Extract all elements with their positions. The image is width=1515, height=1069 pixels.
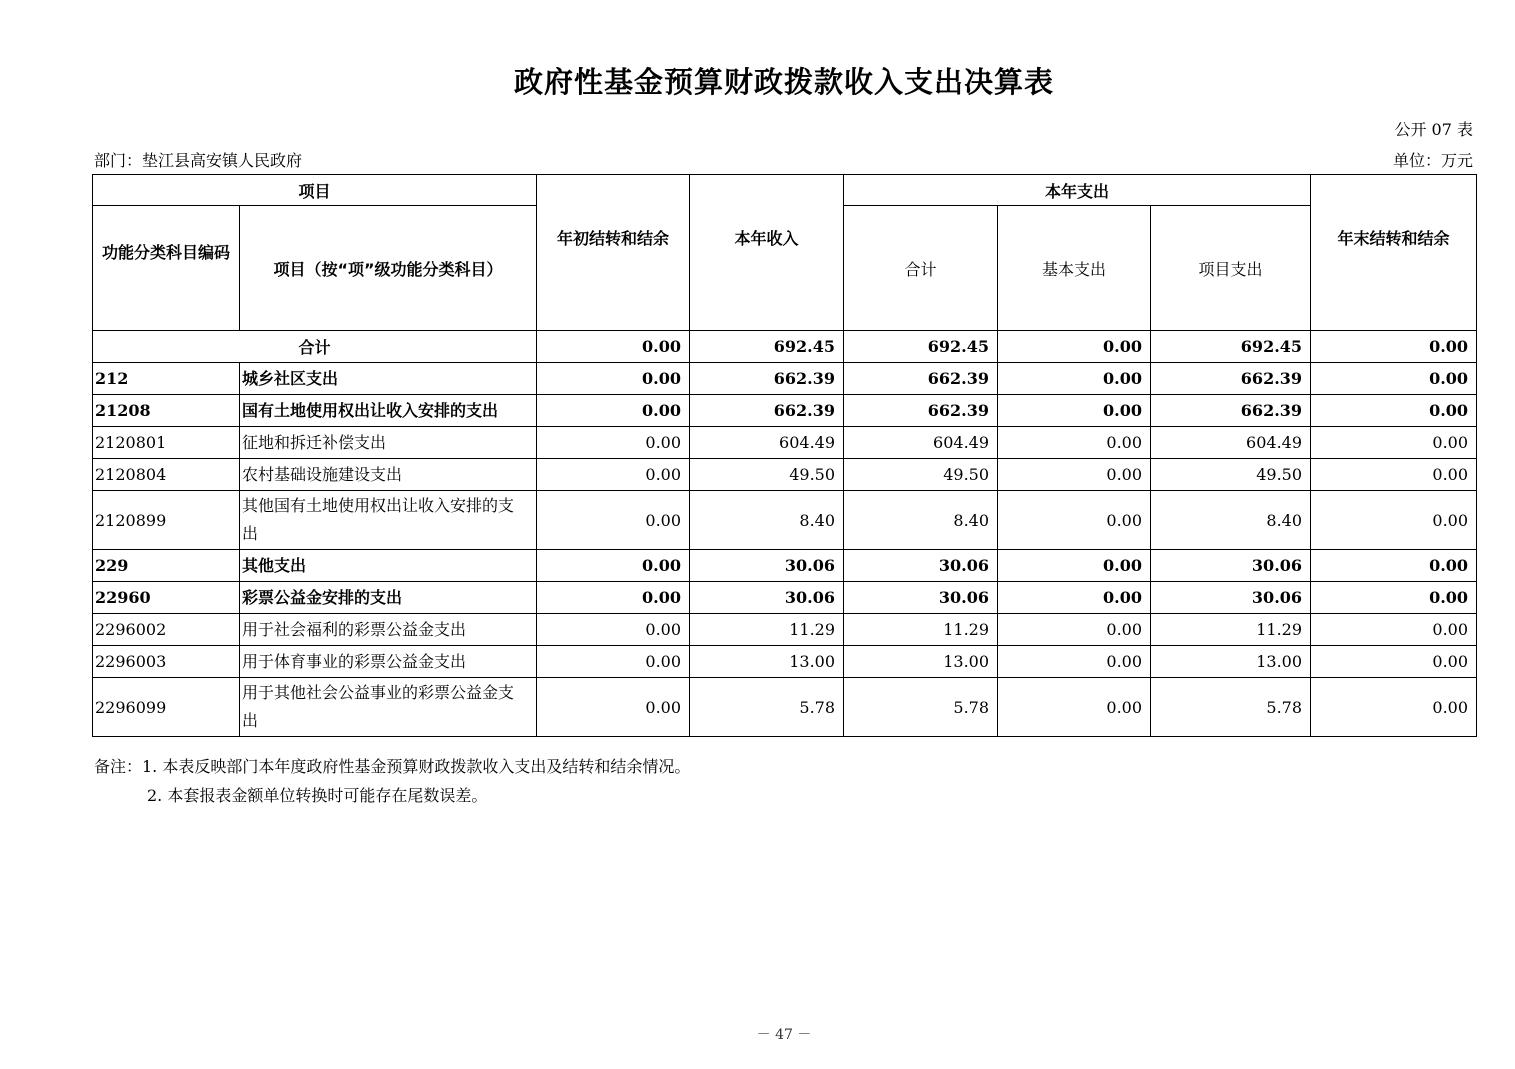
table-row [93,395,1477,427]
table-row [93,614,1477,646]
cell-end: 0.00 [1311,646,1477,678]
header-project: 项目 [93,175,537,206]
cell-begin: 0.00 [537,395,690,427]
header-exp-basic: 基本支出 [998,206,1151,331]
cell-income: 13.00 [690,646,844,678]
cell-total: 662.39 [844,395,998,427]
cell-project: 11.29 [1151,614,1311,646]
cell-code: 2296003 [93,646,240,678]
cell-end: 0.00 [1311,614,1477,646]
budget-table [92,174,1477,737]
cell-basic: 0.00 [998,363,1151,395]
cell-total: 13.00 [844,646,998,678]
cell-income: 604.49 [690,427,844,459]
cell-begin: 0.00 [537,582,690,614]
cell-basic: 0.00 [998,331,1151,363]
cell-name: 用于体育事业的彩票公益金支出 [240,646,537,678]
page-title: 政府性基金预算财政拨款收入支出决算表 [513,65,1054,99]
table-row [93,459,1477,491]
cell-begin: 0.00 [537,678,690,737]
table-number: 公开 07 表 [1394,120,1473,139]
cell-basic: 0.00 [998,582,1151,614]
table-row [93,646,1477,678]
cell-income: 30.06 [690,582,844,614]
cell-name: 其他支出 [240,550,537,582]
cell-name: 城乡社区支出 [240,363,537,395]
header-item: 项目（按“项”级功能分类科目） [240,206,537,331]
table-row [93,678,1477,737]
cell-income: 5.78 [690,678,844,737]
cell-basic: 0.00 [998,550,1151,582]
cell-end: 0.00 [1311,459,1477,491]
unit-label: 单位：万元 [1392,151,1473,170]
cell-begin: 0.00 [537,427,690,459]
table-row [93,363,1477,395]
cell-basic: 0.00 [998,459,1151,491]
cell-basic: 0.00 [998,427,1151,459]
cell-begin: 0.00 [537,491,690,550]
note-line-2: 2. 本套报表金额单位转换时可能存在尾数误差。 [147,786,488,805]
cell-basic: 0.00 [998,678,1151,737]
cell-income: 662.39 [690,395,844,427]
total-label: 合计 [93,331,537,363]
cell-income: 662.39 [690,363,844,395]
cell-code: 2120801 [93,427,240,459]
cell-code: 212 [93,363,240,395]
cell-project: 662.39 [1151,395,1311,427]
note-line-1: 备注：1. 本表反映部门本年度政府性基金预算财政拨款收入支出及结转和结余情况。 [94,757,691,776]
cell-total: 49.50 [844,459,998,491]
cell-begin: 0.00 [537,646,690,678]
cell-code: 2296099 [93,678,240,737]
table-row [93,582,1477,614]
cell-name: 用于社会福利的彩票公益金支出 [240,614,537,646]
header-expense: 本年支出 [844,175,1311,206]
cell-project: 604.49 [1151,427,1311,459]
cell-name: 彩票公益金安排的支出 [240,582,537,614]
cell-basic: 0.00 [998,491,1151,550]
cell-total: 11.29 [844,614,998,646]
cell-name: 用于其他社会公益事业的彩票公益金支出 [240,678,537,737]
cell-project: 692.45 [1151,331,1311,363]
cell-code: 229 [93,550,240,582]
header-begin-balance: 年初结转和结余 [537,175,690,331]
cell-basic: 0.00 [998,395,1151,427]
cell-income: 49.50 [690,459,844,491]
cell-end: 0.00 [1311,678,1477,737]
cell-basic: 0.00 [998,614,1151,646]
header-exp-total: 合计 [844,206,998,331]
cell-project: 5.78 [1151,678,1311,737]
cell-project: 13.00 [1151,646,1311,678]
cell-name: 农村基础设施建设支出 [240,459,537,491]
cell-total: 30.06 [844,582,998,614]
cell-total: 5.78 [844,678,998,737]
cell-project: 30.06 [1151,582,1311,614]
table-row [93,427,1477,459]
cell-income: 11.29 [690,614,844,646]
cell-begin: 0.00 [537,550,690,582]
cell-begin: 0.00 [537,331,690,363]
header-code: 功能分类科目编码 [93,206,240,331]
cell-name: 国有土地使用权出让收入安排的支出 [240,395,537,427]
cell-begin: 0.00 [537,614,690,646]
cell-project: 662.39 [1151,363,1311,395]
department-label: 部门：垫江县高安镇人民政府 [94,151,303,170]
cell-total: 30.06 [844,550,998,582]
cell-begin: 0.00 [537,459,690,491]
cell-name: 征地和拆迁补偿支出 [240,427,537,459]
header-income: 本年收入 [690,175,844,331]
cell-code: 22960 [93,582,240,614]
cell-basic: 0.00 [998,646,1151,678]
cell-end: 0.00 [1311,363,1477,395]
cell-total: 8.40 [844,491,998,550]
cell-begin: 0.00 [537,363,690,395]
cell-end: 0.00 [1311,582,1477,614]
cell-end: 0.00 [1311,550,1477,582]
cell-total: 662.39 [844,363,998,395]
cell-code: 2120804 [93,459,240,491]
cell-total: 692.45 [844,331,998,363]
cell-code: 2120899 [93,491,240,550]
cell-income: 692.45 [690,331,844,363]
table-row [93,550,1477,582]
notes [94,752,690,810]
cell-income: 8.40 [690,491,844,550]
cell-project: 8.40 [1151,491,1311,550]
cell-project: 30.06 [1151,550,1311,582]
cell-code: 2296002 [93,614,240,646]
header-exp-project: 项目支出 [1151,206,1311,331]
cell-end: 0.00 [1311,395,1477,427]
cell-end: 0.00 [1311,331,1477,363]
cell-end: 0.00 [1311,427,1477,459]
cell-code: 21208 [93,395,240,427]
cell-name: 其他国有土地使用权出让收入安排的支出 [240,491,537,550]
cell-income: 30.06 [690,550,844,582]
total-row [93,331,1477,363]
page-number: － 47 － [756,1027,812,1043]
cell-end: 0.00 [1311,491,1477,550]
header-end-balance: 年末结转和结余 [1311,175,1477,331]
cell-total: 604.49 [844,427,998,459]
table-row [93,491,1477,550]
cell-project: 49.50 [1151,459,1311,491]
